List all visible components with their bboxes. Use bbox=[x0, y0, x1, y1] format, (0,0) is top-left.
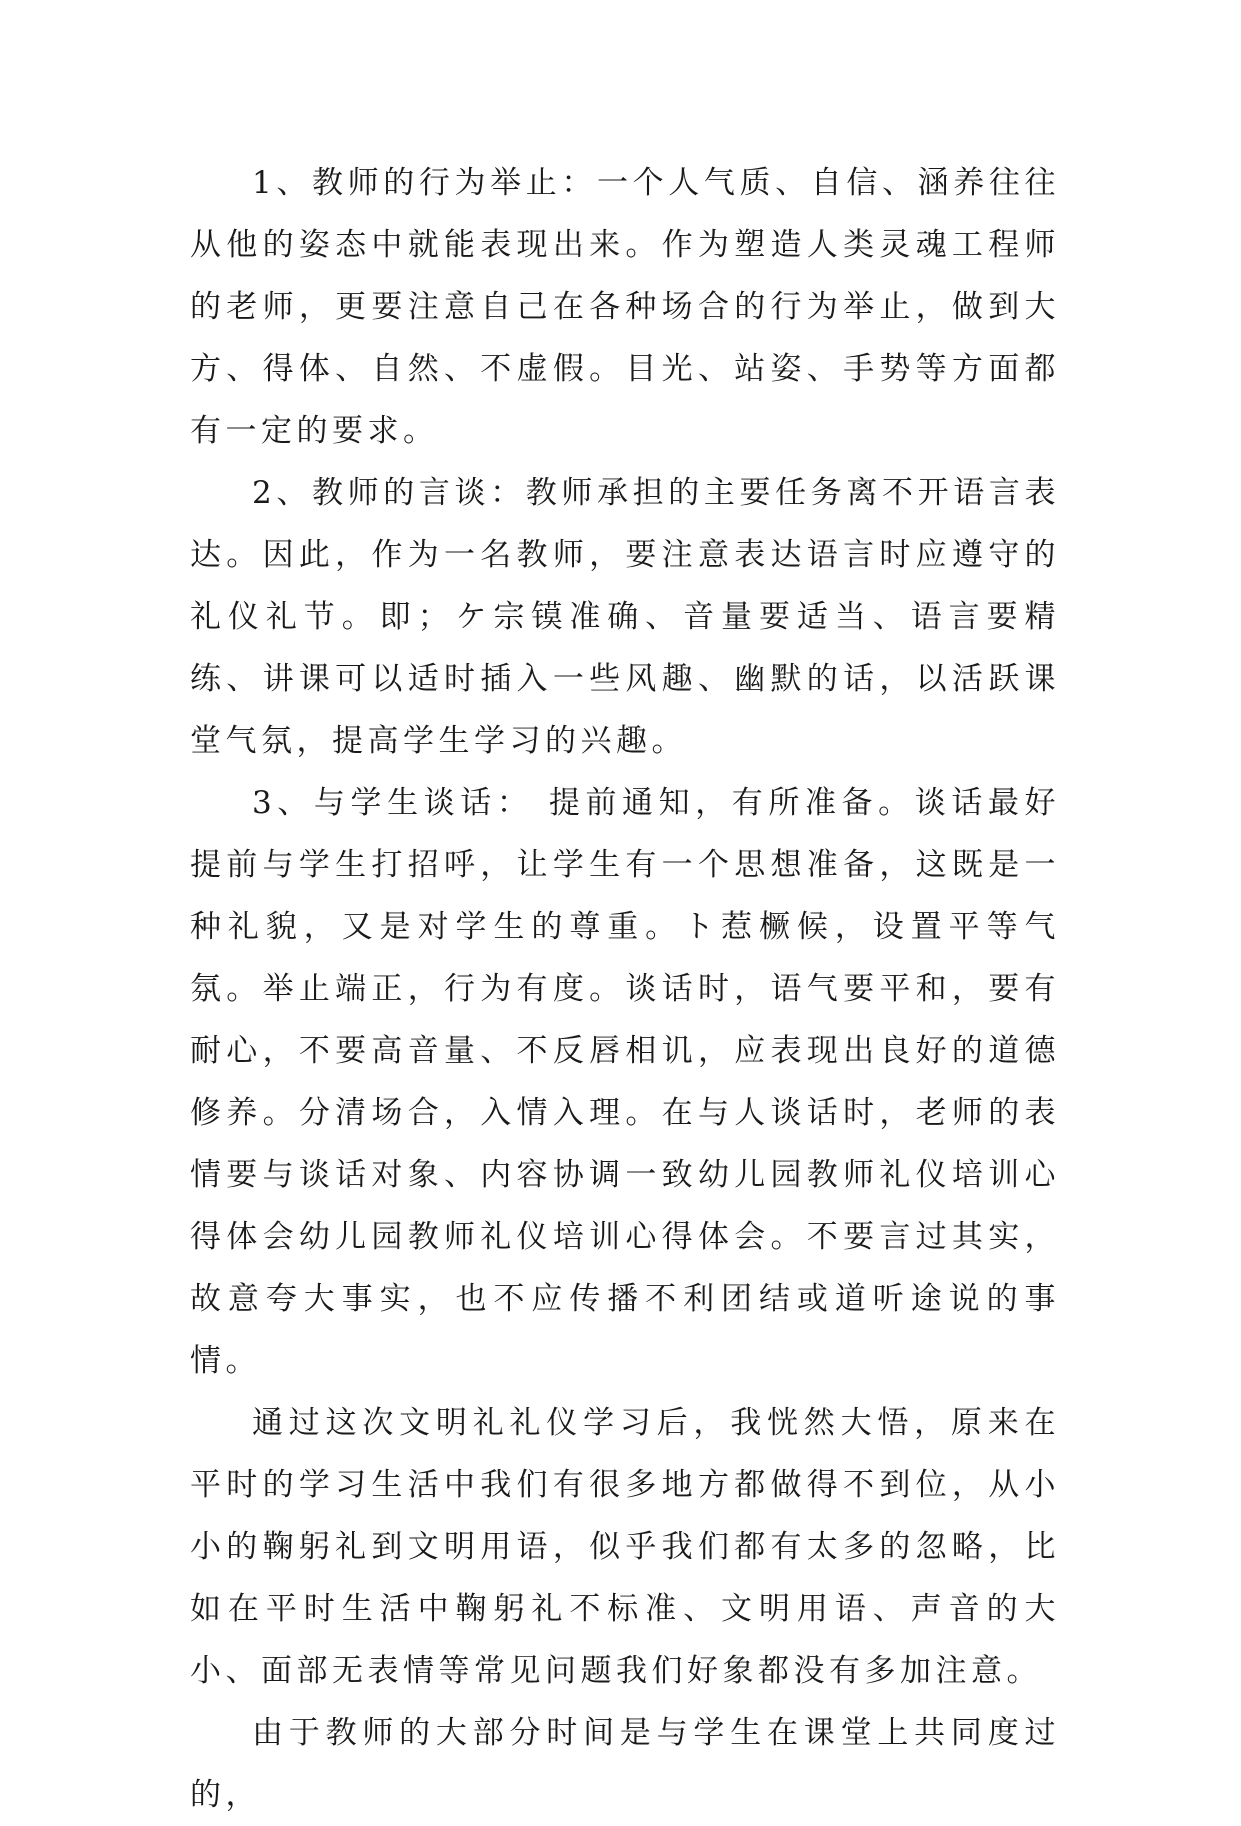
paragraph-student-talk: 3、与学生谈话： 提前通知，有所准备。谈话最好提前与学生打招呼，让学生有一个思想准备，这既是一种礼貌，又是对学生的尊重。ト惹橛候，设置平等气氛。举止端正，行为有度。谈话时，语气要平和，要有耐心，不要高音量、不反唇相讥，应表现出良好的道德修养。分清场合，入情入理。在与人谈话时，老师的表情要与谈话对象、内容协调一致幼儿园教师礼仪培训心得体会幼儿园教师礼仪培训心得体会。不要言过其实，故意夸大事实，也不应传播不利团结或道听途说的事情。 bbox=[190, 785, 1060, 1379]
paragraph-classroom-time: 由于教师的大部分时间是与学生在课堂上共同度过的， bbox=[190, 1715, 1060, 1813]
paragraph-etiquette-reflection: 通过这次文明礼礼仪学习后，我恍然大悟，原来在平时的学习生活中我们有很多地方都做得不到位，从小小的鞠躬礼到文明用语，似乎我们都有太多的忽略，比如在平时生活中鞠躬礼不标准、文明用语、声音的大小、面部无表情等常见问题我们好象都没有多加注意。 bbox=[190, 1405, 1060, 1689]
document-body bbox=[190, 152, 1060, 1826]
paragraph-teacher-speech: 2、教师的言谈：教师承担的主要任务离不开语言表达。因此，作为一名教师，要注意表达语言时应遵守的礼仪礼节。即；ケ宗镆准确、音量要适当、语言要精练、讲课可以适时插入一些风趣、幽默的话，以活跃课堂气氛，提高学生学习的兴趣。 bbox=[190, 475, 1060, 759]
paragraph-teacher-behavior: 1、教师的行为举止：一个人气质、自信、涵养往往从他的姿态中就能表现出来。作为塑造人类灵魂工程师的老师，更要注意自己在各种场合的行为举止，做到大方、得体、自然、不虚假。目光、站姿、手势等方面都有一定的要求。 bbox=[190, 165, 1060, 449]
